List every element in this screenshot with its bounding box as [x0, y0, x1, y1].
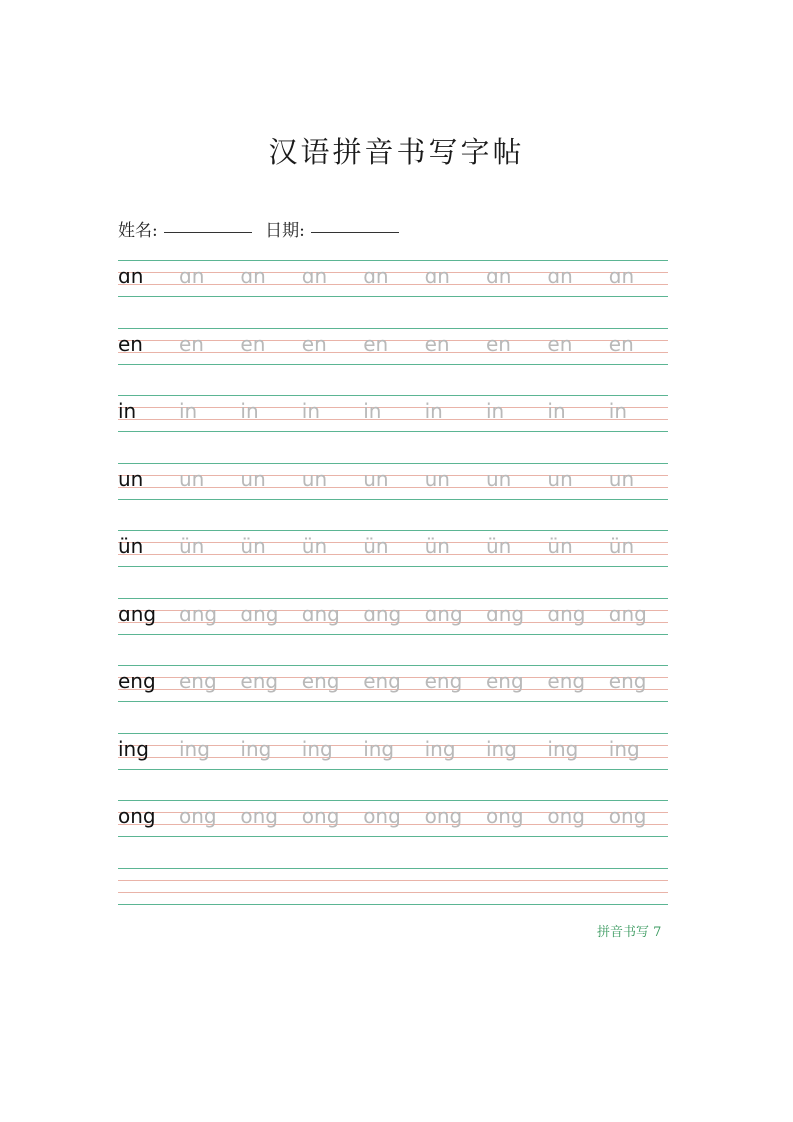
trace-syllable: ing	[424, 736, 456, 761]
guide-line	[118, 701, 668, 702]
trace-syllable: en	[547, 331, 573, 356]
trace-syllable: un	[240, 466, 266, 491]
trace-syllable: en	[424, 331, 450, 356]
trace-syllable: ing	[363, 736, 395, 761]
model-syllable: in	[118, 399, 137, 423]
trace-syllable: ong	[240, 804, 278, 828]
trace-syllable: in	[424, 399, 443, 423]
trace-syllable: ɑn	[547, 264, 573, 288]
trace-syllable: in	[486, 399, 505, 423]
trace-syllable: en	[240, 331, 266, 356]
page-footer	[597, 921, 661, 940]
trace-syllable: en	[608, 331, 634, 356]
guide-line	[118, 880, 668, 881]
trace-syllable: ɑng	[179, 601, 218, 626]
trace-syllable: ɑng	[301, 601, 340, 626]
trace-syllable: ing	[608, 736, 640, 761]
trace-syllable: ɑn	[424, 264, 450, 288]
writing-row[interactable]	[118, 665, 668, 703]
footer-section: 拼音书写	[597, 925, 650, 940]
trace-syllable: ing	[486, 736, 517, 761]
guide-line	[118, 892, 668, 893]
trace-syllable: ing	[301, 736, 333, 761]
guide-line	[118, 419, 668, 420]
guide-line	[118, 364, 668, 365]
guide-line	[118, 665, 668, 666]
model-syllable: ing	[118, 736, 149, 761]
trace-syllable: eng	[240, 669, 279, 693]
guide-line	[118, 260, 668, 261]
trace-syllable: ɑn	[608, 264, 635, 288]
model-syllable: ong	[118, 804, 156, 828]
trace-syllable: eng	[486, 669, 524, 693]
trace-syllable: ün	[424, 534, 450, 558]
page-number: 7	[653, 925, 662, 940]
guide-line	[118, 868, 668, 869]
guide-line	[118, 904, 668, 905]
trace-syllable: en	[179, 331, 204, 356]
trace-syllable: ɑng	[608, 601, 647, 626]
guide-line	[118, 634, 668, 635]
date-blank[interactable]	[311, 231, 399, 233]
trace-syllable: eng	[424, 669, 463, 693]
trace-syllable: ing	[179, 736, 210, 761]
trace-syllable: un	[301, 466, 328, 491]
trace-syllable: ün	[608, 534, 635, 558]
trace-syllable: eng	[608, 669, 647, 693]
writing-row[interactable]	[118, 868, 668, 906]
trace-syllable: ong	[424, 804, 463, 828]
date-label: 日期:	[265, 221, 305, 241]
guide-line	[118, 296, 668, 297]
guide-line	[118, 499, 668, 500]
trace-syllable: eng	[301, 669, 340, 693]
trace-syllable: ɑn	[363, 264, 389, 288]
trace-syllable: ün	[240, 534, 266, 558]
trace-syllable: ong	[363, 804, 401, 828]
trace-syllable: ün	[363, 534, 389, 558]
trace-syllable: ün	[301, 534, 328, 558]
guide-line	[118, 431, 668, 432]
trace-syllable: ong	[301, 804, 340, 828]
model-syllable: ɑn	[118, 264, 144, 288]
trace-syllable: un	[547, 466, 573, 491]
trace-syllable: in	[240, 399, 259, 423]
trace-syllable: en	[301, 331, 327, 356]
trace-syllable: ɑn	[486, 264, 512, 288]
trace-syllable: in	[547, 399, 566, 423]
guide-line	[118, 530, 668, 531]
trace-syllable: ün	[547, 534, 573, 558]
model-syllable: un	[118, 466, 144, 491]
guide-line	[118, 598, 668, 599]
writing-row[interactable]	[118, 530, 668, 568]
trace-syllable: eng	[547, 669, 586, 693]
writing-row[interactable]	[118, 328, 668, 366]
trace-syllable: en	[363, 331, 389, 356]
guide-line	[118, 395, 668, 396]
trace-syllable: in	[179, 399, 198, 423]
trace-syllable: ɑn	[301, 264, 328, 288]
writing-row[interactable]	[118, 598, 668, 636]
trace-syllable: un	[424, 466, 450, 491]
trace-syllable: un	[608, 466, 635, 491]
trace-syllable: ɑng	[547, 601, 586, 626]
name-date-fields	[118, 216, 407, 241]
guide-line	[118, 733, 668, 734]
guide-line	[118, 463, 668, 464]
trace-syllable: ɑng	[424, 601, 463, 626]
trace-syllable: ong	[547, 804, 585, 828]
trace-syllable: eng	[179, 669, 217, 693]
model-syllable: en	[118, 331, 143, 356]
trace-syllable: ɑn	[240, 264, 266, 288]
trace-syllable: un	[179, 466, 205, 491]
model-syllable: ün	[118, 534, 144, 558]
trace-syllable: in	[363, 399, 382, 423]
name-blank[interactable]	[164, 231, 252, 233]
writing-row[interactable]	[118, 395, 668, 433]
trace-syllable: ɑn	[179, 264, 205, 288]
page-title: 汉语拼音书写字帖	[268, 135, 525, 169]
trace-syllable: eng	[363, 669, 401, 693]
trace-syllable: ün	[486, 534, 512, 558]
trace-syllable: ing	[547, 736, 579, 761]
writing-row[interactable]	[118, 463, 668, 501]
model-syllable: eng	[118, 669, 156, 693]
trace-syllable: ɑng	[363, 601, 402, 626]
trace-syllable: ɑng	[486, 601, 525, 626]
model-syllable: ɑng	[118, 601, 157, 626]
trace-syllable: ün	[179, 534, 205, 558]
guide-line	[118, 769, 668, 770]
trace-syllable: in	[608, 399, 628, 423]
trace-syllable: ong	[486, 804, 524, 828]
trace-syllable: un	[363, 466, 389, 491]
trace-syllable: ong	[608, 804, 647, 828]
name-label: 姓名:	[118, 221, 158, 241]
writing-row[interactable]	[118, 800, 668, 838]
guide-line	[118, 800, 668, 801]
guide-line	[118, 407, 668, 408]
trace-syllable: ing	[240, 736, 272, 761]
trace-syllable: un	[486, 466, 512, 491]
trace-syllable: in	[301, 399, 321, 423]
trace-syllable: ɑng	[240, 601, 279, 626]
guide-line	[118, 566, 668, 567]
writing-row[interactable]	[118, 733, 668, 771]
writing-row[interactable]	[118, 260, 668, 298]
guide-line	[118, 836, 668, 837]
guide-line	[118, 328, 668, 329]
trace-syllable: en	[486, 331, 511, 356]
trace-syllable: ong	[179, 804, 217, 828]
